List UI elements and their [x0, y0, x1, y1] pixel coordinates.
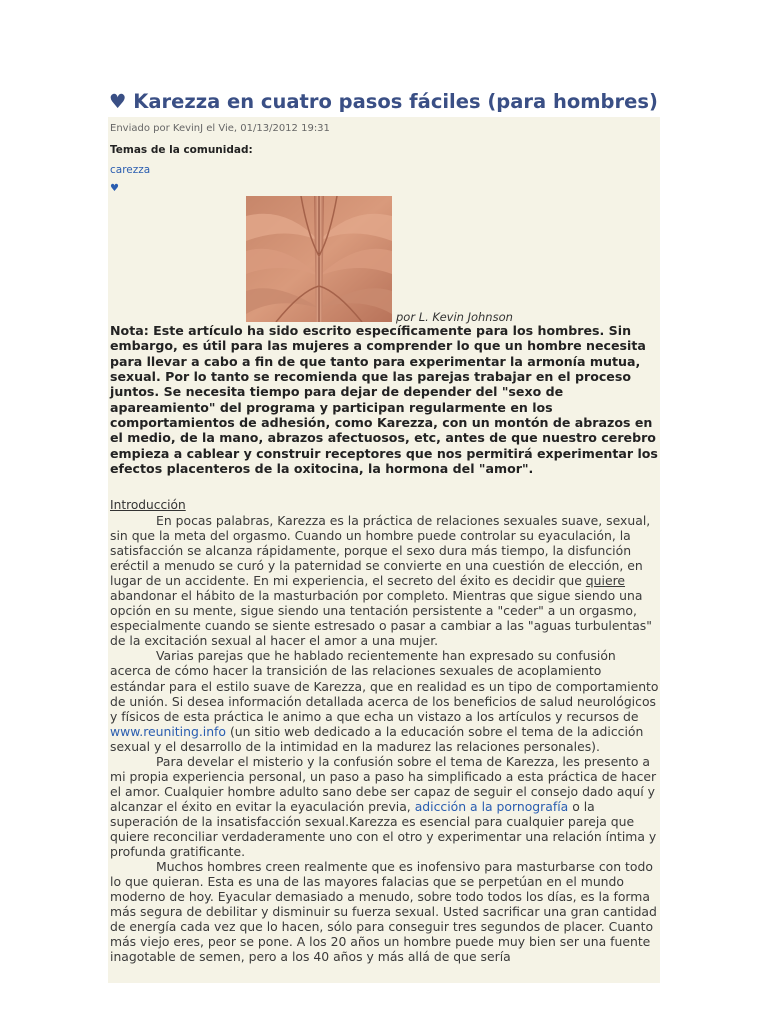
paragraph-3	[110, 754, 660, 859]
intro-heading: Introducción	[110, 498, 186, 512]
paragraph-text: Varias parejas que he hablado recientemente han expresado su confusión acerca de cómo hacer la transición de las relaciones sexuales de acoplamiento estándar para el estilo suave de Karezza, que en realidad es un tipo de comportamiento de unión. Si desea información detallada acerca de los beneficios de salud neurológicos y físicos de esta práctica le animo a que echa un vistazo a los artículos y recursos de	[110, 648, 659, 724]
submitted-meta: Enviado por KevinJ el Vie, 01/13/2012 19:31	[110, 123, 330, 134]
heart-icon: ♥	[110, 183, 119, 194]
paragraph-text: En pocas palabras, Karezza es la práctica de relaciones sexuales suave, sexual, sin que la meta del orgasmo. Cuando un hombre puede controlar su eyaculación, la satisfacción se alcanza rápidamente, porque el sexo dura más tiempo, la disfunción eréctil a menudo se curó y la paternidad se convierte en una cuestión de elección, en lugar de un accidente. En mi experiencia, el secreto del éxito es decidir que	[110, 513, 651, 589]
heart-icon: ♥	[109, 90, 127, 113]
paragraph-text: Para develar el misterio y la confusión sobre el tema de Karezza, les presento a mi propia experiencia personal, un paso a paso ha simplificado a esta práctica de hacer el amor. Cualquier hombre adulto sano debe ser capaz de seguir el consejo dado aquí y alcanzar el éxito en evitar la eyaculación previa,	[110, 753, 657, 814]
paragraph-text: (un sitio web dedicado a la educación sobre el tema de la adicción sexual y el desarrollo de la intimidad en la madurez las relaciones personales).	[110, 723, 644, 754]
article-title-text: Karezza en cuatro pasos fáciles (para hombres)	[133, 90, 658, 113]
article-title	[109, 90, 658, 113]
paragraph-2	[110, 648, 660, 753]
article-text	[110, 513, 660, 964]
article-body-panel	[108, 117, 660, 983]
paragraph-text: abandonar el hábito de la masturbación por completo. Mientras que sigue siendo una opción en su mente, sigue siendo una tentación persistente a "ceder" a un orgasmo, especialmente cuando se siente estresado o pasar a cambiar a las "aguas turbulentas" de la excitación sexual al hacer el amor a una mujer.	[110, 588, 652, 649]
paragraph-text: o la superación de la insatisfacción sexual.Karezza es esencial para cualquier pareja que quiere reconciliar verdaderamente uno con el otro y experimentar una relación íntima y profunda gratificante.	[110, 798, 657, 860]
porn-addiction-link[interactable]: adicción a la pornografía	[414, 798, 569, 814]
paragraph-1	[110, 513, 660, 648]
quiere-link[interactable]: quiere	[585, 573, 626, 589]
reuniting-link[interactable]: www.reuniting.info	[110, 723, 226, 739]
paragraph-4: Muchos hombres creen realmente que es inofensivo para masturbarse con todo lo que quieran. Esta es una de las mayores falacias que se perpetúan en el mundo moderno de hoy. Eyacular demasiado a menudo, sobre todo todos los días, es la forma más segura de debilitar y disminuir su fuerza sexual. Usted sacrificar una gran cantidad de energía cada vez que lo hacen, sólo para conseguir tres segundos de placer. Cuanto más viejo eres, peor se pone. A los 20 años un hombre puede muy bien ser una fuente inagotable de semen, pero a los 40 años y más allá de que sería	[110, 859, 657, 965]
hands-photo	[246, 196, 392, 322]
community-topics-label: Temas de la comunidad:	[110, 144, 253, 156]
author-byline: por L. Kevin Johnson	[396, 310, 513, 324]
tag-link-carezza[interactable]: carezza	[110, 164, 151, 176]
author-note: Nota: Este artículo ha sido escrito específicamente para los hombres. Sin embargo, es útil para las mujeres a comprender lo que un hombre necesita para llevar a cabo a fin de que tanto para experimentar la armonía mutua, sexual. Por lo tanto se recomienda que las parejas trabajar en el proceso juntos. Se necesita tiempo para dejar de depender del "sexo de apareamiento" del programa y participan regularmente en los comportamientos de adhesión, como Karezza, con un montón de abrazos en el medio, de la mano, abrazos afectuosos, etc, antes de que nuestro cerebro empieza a cablear y construir receptores que nos permitirá experimentar los efectos placenteros de la oxitocina, la hormona del "amor".	[110, 323, 658, 477]
